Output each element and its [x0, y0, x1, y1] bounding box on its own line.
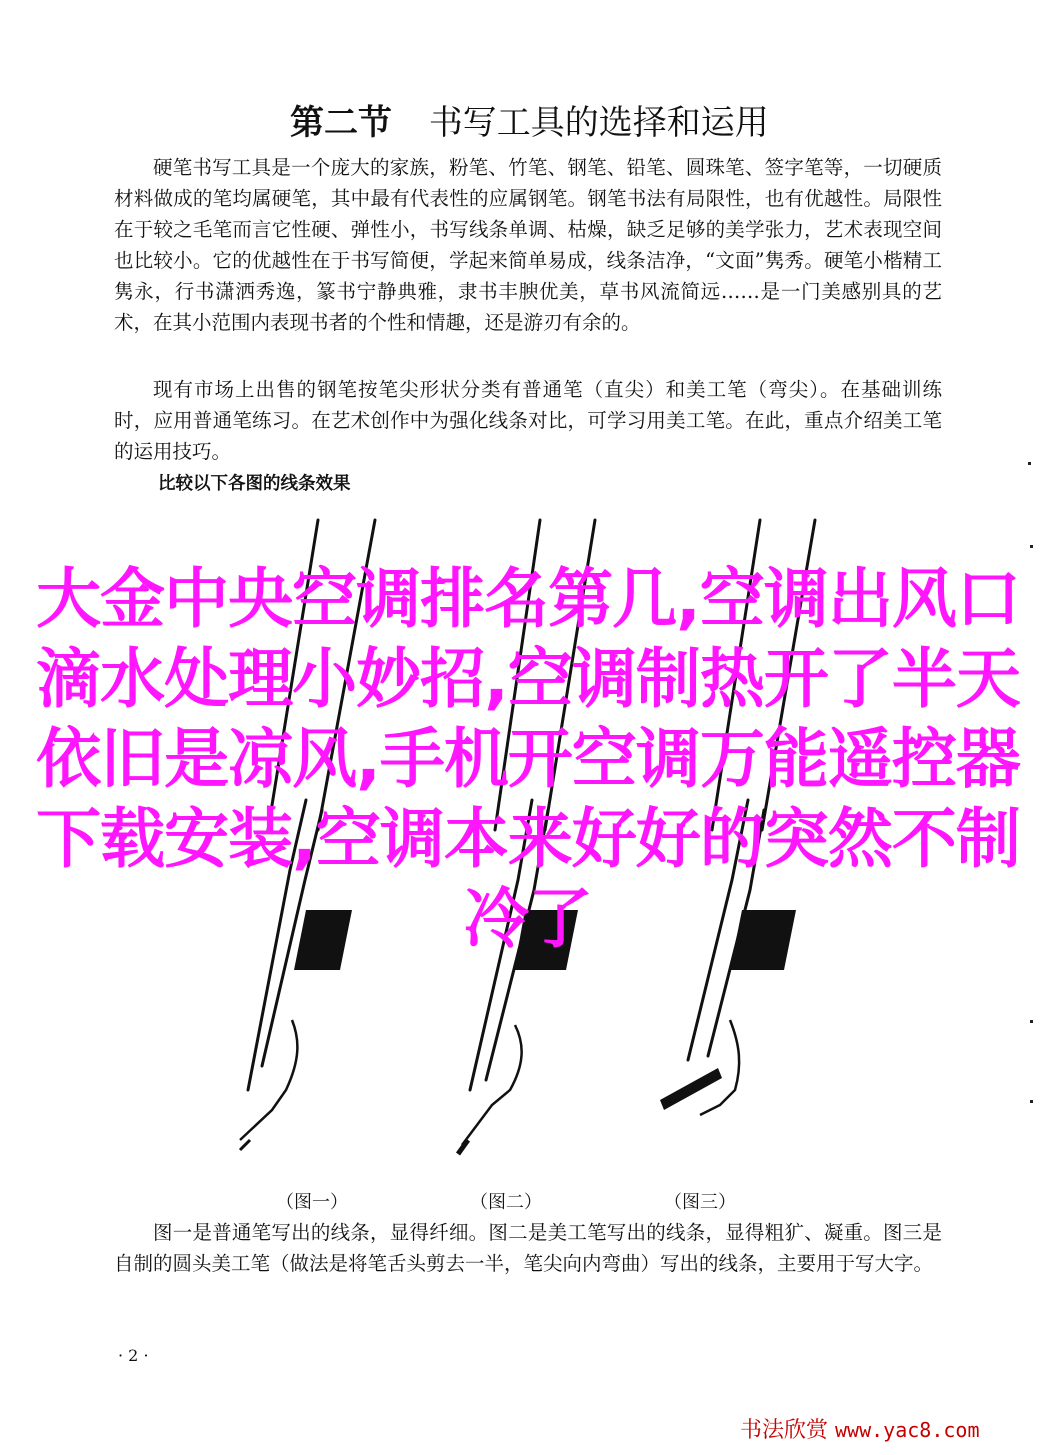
paragraph-1: 硬笔书写工具是一个庞大的家族，粉笔、竹笔、钢笔、铅笔、圆珠笔、签字笔等，一切硬质材料做成的笔均属硬笔，其中最有代表性的应属钢笔。钢笔书法有局限性，也有优越性。局限性在于较之毛笔而言它性硬、弹性小，书写线条单调、枯燥，缺乏足够的美学张力，艺术表现空间也比较小。它的优越性在于书写简便，学起来简单易成，线条洁净，“文面”隽秀。硬笔小楷精工隽永，行书潇洒秀逸，篆书宁静典雅，隶书丰腴优美，草书风流简远……是一门美感别具的艺术，在其小范围内表现书者的个性和情趣，还是游刃有余的。	[114, 156, 942, 334]
figure-3-caption: （图三）	[664, 1192, 736, 1213]
section-title: 书写工具的选择和运用	[428, 103, 769, 143]
section-heading	[290, 98, 850, 148]
watermark-text: 书法欣赏	[740, 1418, 829, 1443]
overlay-title: 大金中央空调排名第几,空调出风口滴水处理小妙招,空调制热开了半天依旧是凉风,手机开空调万能遥控器下载安装,空调本来好好的突然不制冷了	[36, 562, 1020, 957]
subheading: 比较以下各图的线条效果	[158, 474, 351, 494]
scan-speck	[1030, 545, 1033, 548]
scan-speck	[1028, 462, 1031, 465]
pen-3-nib	[700, 1020, 739, 1115]
pen-types-paragraph	[114, 374, 942, 467]
scan-speck	[1030, 1100, 1033, 1103]
figure-1-caption: （图一）	[276, 1192, 348, 1213]
comparison-paragraph	[114, 1217, 942, 1279]
watermark-url: www.yac8.com	[835, 1418, 980, 1442]
paragraph-2: 现有市场上出售的钢笔按笔尖形状分类有普通笔（直尖）和美工笔（弯尖）。在基础训练时，应用普通笔练习。在艺术创作中为强化线条对比，可学习用美工笔。在此，重点介绍美工笔的运用技巧。	[114, 378, 942, 463]
figure-2-caption: （图二）	[470, 1192, 542, 1213]
page-number: · 2 ·	[118, 1346, 149, 1365]
thick-stroke-sample	[660, 1068, 722, 1110]
site-watermark	[740, 1414, 1040, 1446]
paragraph-3: 图一是普通笔写出的线条，显得纤细。图二是美工笔写出的线条，显得粗犷、凝重。图三是自制的圆头美工笔（做法是将笔舌头剪去一半，笔尖向内弯曲）写出的线条，主要用于写大字。	[114, 1221, 942, 1275]
intro-paragraph	[114, 152, 942, 338]
section-number: 第二节	[290, 103, 392, 143]
scan-speck	[1030, 1020, 1033, 1023]
thin-stroke-sample	[240, 1140, 250, 1150]
